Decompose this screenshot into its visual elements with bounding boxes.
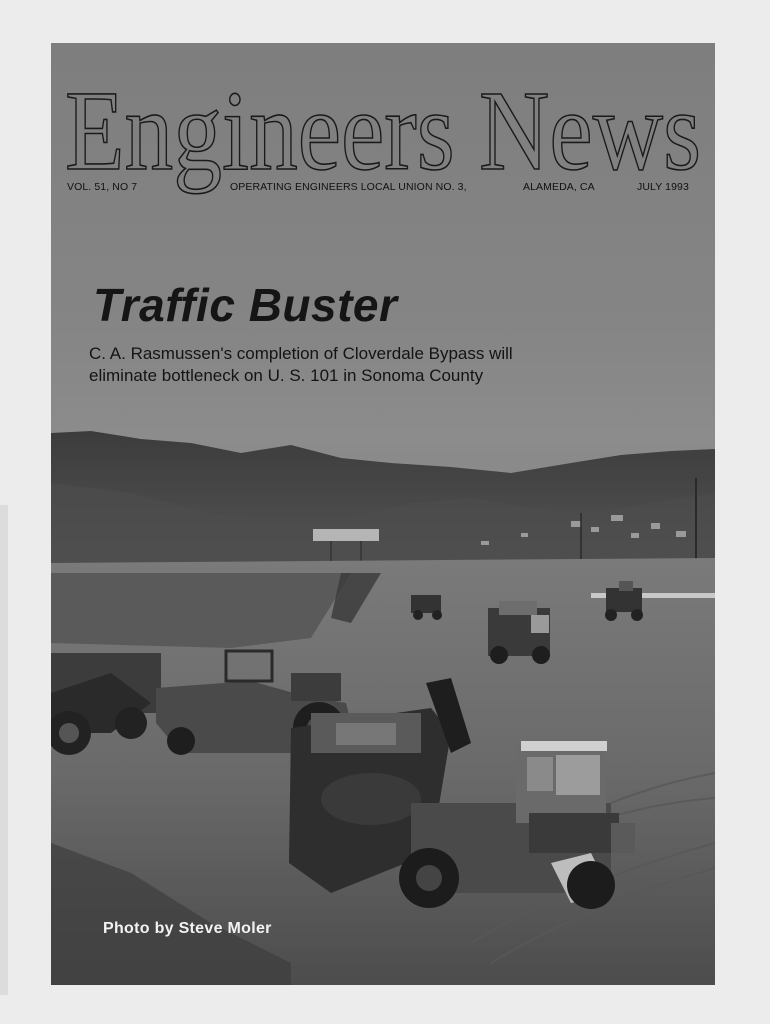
embankment — [51, 573, 351, 648]
cover-headline: Traffic Buster — [93, 279, 398, 331]
cover-photo — [51, 423, 715, 985]
magazine-cover — [51, 43, 715, 985]
masthead-title-graphic — [65, 63, 705, 223]
mid-scraper — [488, 601, 550, 664]
cover-subhead — [89, 343, 569, 387]
location: ALAMEDA, CA — [523, 181, 595, 193]
billboard — [313, 529, 379, 541]
volume-number: VOL. 51, NO 7 — [67, 181, 138, 193]
union-name: OPERATING ENGINEERS LOCAL UNION NO. 3, — [230, 181, 467, 193]
subhead-line-2: eliminate bottleneck on U. S. 101 in Sonoma County — [89, 366, 484, 385]
masthead-title — [65, 63, 705, 223]
subhead-line-1: C. A. Rasmussen's completion of Cloverdale Bypass will — [89, 344, 513, 363]
page-edge — [0, 505, 8, 995]
issue-date: JULY 1993 — [637, 181, 689, 193]
photo-credit: Photo by Steve Moler — [103, 920, 272, 937]
masthead-title-outline: Engineers News — [65, 67, 701, 194]
